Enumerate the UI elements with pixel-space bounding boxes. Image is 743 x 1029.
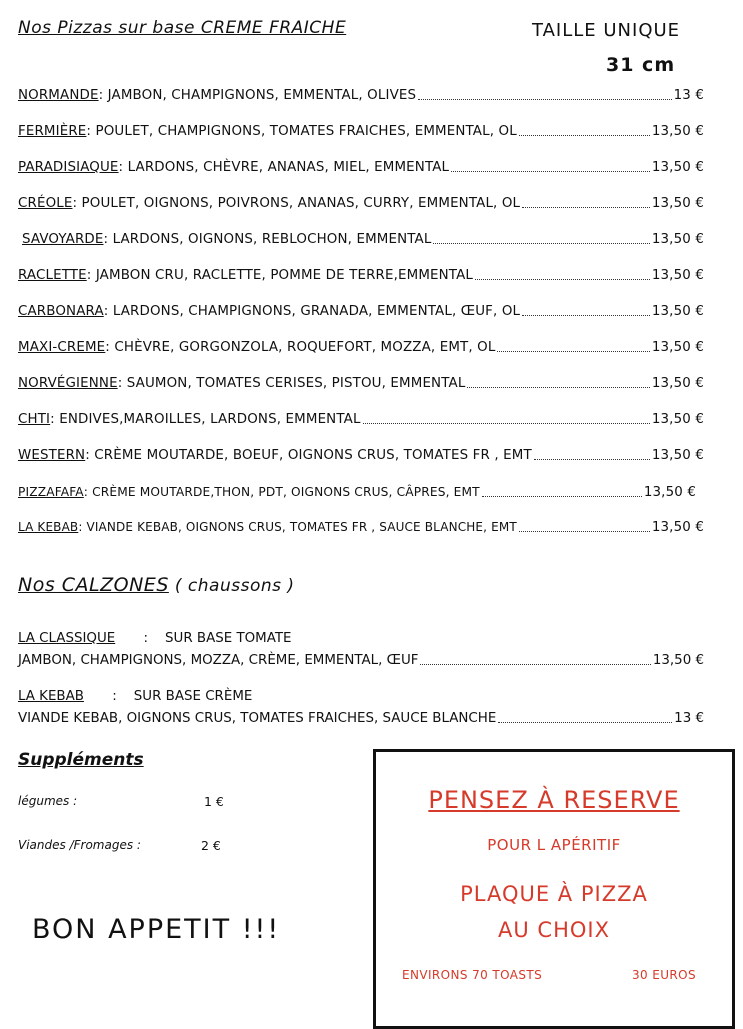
dot-leader: [418, 99, 671, 100]
calzone-header: [18, 689, 252, 704]
calzones-heading: Nos CALZONES: [18, 574, 169, 596]
dot-leader: [475, 279, 650, 280]
dot-leader: [451, 171, 650, 172]
pizza-row: [18, 124, 704, 139]
pizza-price: 13,50 €: [651, 412, 704, 427]
pizza-ingredients: : LARDONS, OIGNONS, REBLOCHON, EMMENTAL: [103, 232, 432, 247]
dot-leader: [522, 207, 650, 208]
dot-leader: [497, 351, 649, 352]
pizza-row: [18, 340, 704, 355]
calzone-name: LA CLASSIQUE: [18, 631, 116, 646]
calzone-ingredients: JAMBON, CHAMPIGNONS, MOZZA, CRÈME, EMMENTAL, ŒUF: [18, 653, 419, 668]
pizza-name: NORMANDE: [18, 88, 99, 103]
pizza-name: CHTI: [18, 412, 51, 427]
supplement-price: 2 €: [201, 838, 221, 853]
supplement-price: 1 €: [204, 794, 224, 809]
pizza-ingredients: : CHÈVRE, GORGONZOLA, ROQUEFORT, MOZZA, EMT, OL: [105, 340, 496, 355]
pizza-ingredients: : SAUMON, TOMATES CERISES, PISTOU, EMMENTAL: [117, 376, 466, 391]
pizza-ingredients: : ENDIVES,MAROILLES, LARDONS, EMMENTAL: [50, 412, 361, 427]
dot-leader: [467, 387, 649, 388]
pizza-name: FERMIÈRE: [18, 124, 87, 139]
calzone-sep: :: [139, 631, 148, 646]
closing-greeting: BON APPETIT !!!: [32, 914, 281, 945]
promo-toasts: ENVIRONS 70 TOASTS: [402, 968, 543, 982]
pizza-ingredients: : LARDONS, CHAMPIGNONS, GRANADA, EMMENTAL, ŒUF, OL: [103, 304, 521, 319]
pizza-price: 13,50 €: [651, 160, 704, 175]
pizza-price: 13,50 €: [651, 376, 704, 391]
pizza-ingredients: : POULET, OIGNONS, POIVRONS, ANANAS, CURRY, EMMENTAL, OL: [72, 196, 521, 211]
calzone-price: 13 €: [674, 711, 704, 726]
pizza-row: [18, 376, 704, 391]
pizza-price: 13,50 €: [651, 304, 704, 319]
pizza-ingredients: : CRÈME MOUTARDE, BOEUF, OIGNONS CRUS, TOMATES FR , EMT: [85, 448, 532, 463]
pizza-row: [18, 196, 704, 211]
pizza-price: 13,50 €: [651, 268, 704, 283]
supplement-label: Viandes /Fromages :: [18, 838, 141, 852]
page-title: Nos Pizzas sur base CREME FRAICHE: [18, 18, 347, 38]
pizza-name: CARBONARA: [18, 304, 104, 319]
calzones-subtitle: ( chaussons ): [174, 576, 295, 596]
pizza-price: 13,50 €: [643, 485, 696, 500]
calzone-header: [18, 631, 292, 646]
dot-leader: [433, 243, 649, 244]
pizza-name: WESTERN: [18, 448, 86, 463]
calzone-base: SUR BASE CRÈME: [133, 689, 253, 704]
pizza-row: [22, 232, 704, 247]
pizza-row: [18, 304, 704, 319]
supplements-title: Suppléments: [18, 750, 144, 770]
pizza-row: [18, 448, 704, 463]
dot-leader: [534, 459, 650, 460]
promo-subline: POUR L APÉRITIF: [487, 836, 621, 854]
pizza-ingredients: : LARDONS, CHÈVRE, ANANAS, MIEL, EMMENTAL: [118, 160, 450, 175]
dot-leader: [498, 722, 672, 723]
dot-leader: [522, 315, 650, 316]
pizza-ingredients: : POULET, CHAMPIGNONS, TOMATES FRAICHES, EMMENTAL, OL: [86, 124, 517, 139]
pizza-name: PARADISIAQUE: [18, 160, 119, 175]
calzone-row: [18, 653, 704, 668]
supplement-label: légumes :: [18, 794, 78, 808]
promo-offer: [376, 876, 732, 948]
dot-leader: [519, 135, 650, 136]
pizza-price: 13,50 €: [651, 340, 704, 355]
pizza-name: MAXI-CREME: [18, 340, 106, 355]
promo-headline: PENSEZ À RESERVE: [428, 786, 680, 814]
pizza-name: NORVÉGIENNE: [18, 376, 118, 391]
size-value: 31 cm: [606, 54, 676, 76]
pizza-row: [18, 412, 704, 427]
pizza-ingredients: : JAMBON CRU, RACLETTE, POMME DE TERRE,EMMENTAL: [86, 268, 474, 283]
pizza-price: 13 €: [673, 88, 704, 103]
pizza-ingredients: : CRÈME MOUTARDE,THON, PDT, OIGNONS CRUS, CÂPRES, EMT: [83, 485, 480, 499]
promo-price: 30 EUROS: [631, 968, 696, 982]
pizza-name: PIZZAFAFA: [18, 485, 84, 499]
calzone-sep: :: [107, 689, 117, 704]
calzone-price: 13,50 €: [652, 653, 704, 668]
pizza-name: CRÉOLE: [18, 196, 73, 211]
pizza-ingredients: : JAMBON, CHAMPIGNONS, EMMENTAL, OLIVES: [98, 88, 417, 103]
pizza-row: [18, 88, 704, 103]
promo-offer-line2: AU CHOIX: [498, 918, 610, 942]
pizza-name: LA KEBAB: [18, 520, 79, 534]
pizza-name: SAVOYARDE: [22, 232, 104, 247]
calzone-ingredients: VIANDE KEBAB, OIGNONS CRUS, TOMATES FRAICHES, SAUCE BLANCHE: [18, 711, 497, 726]
dot-leader: [482, 496, 642, 497]
pizza-row: [18, 520, 704, 535]
calzone-name: LA KEBAB: [18, 689, 84, 704]
pizza-row: [18, 485, 696, 500]
promo-box: [373, 749, 735, 1029]
pizza-price: 13,50 €: [651, 520, 704, 535]
pizza-price: 13,50 €: [651, 196, 704, 211]
dot-leader: [420, 664, 650, 665]
pizza-name: RACLETTE: [18, 268, 87, 283]
pizza-ingredients: : VIANDE KEBAB, OIGNONS CRUS, TOMATES FR , SAUCE BLANCHE, EMT: [78, 520, 517, 534]
pizza-row: [18, 268, 704, 283]
calzone-base: SUR BASE TOMATE: [165, 631, 292, 646]
pizza-price: 13,50 €: [651, 448, 704, 463]
calzones-title: [18, 574, 295, 596]
promo-offer-line1: PLAQUE À PIZZA: [460, 882, 648, 906]
calzone-row: [18, 711, 704, 726]
pizza-row: [18, 160, 704, 175]
dot-leader: [363, 423, 650, 424]
dot-leader: [519, 531, 650, 532]
pizza-price: 13,50 €: [651, 232, 704, 247]
pizza-price: 13,50 €: [651, 124, 704, 139]
size-label: TAILLE UNIQUE: [532, 20, 681, 41]
